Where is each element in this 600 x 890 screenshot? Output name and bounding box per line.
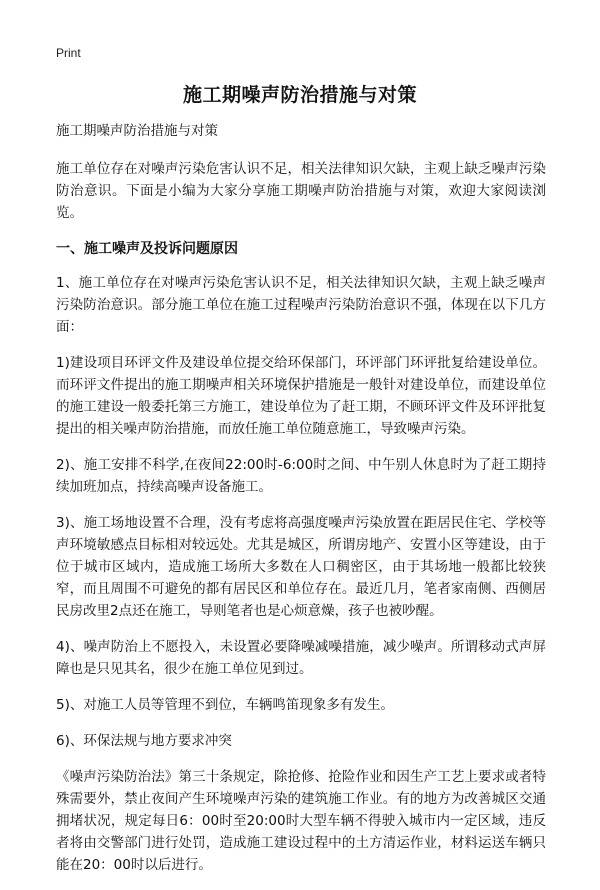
paragraph-4: 3)、施工场地设置不合理，没有考虑将高强度噪声污染放置在距居民住宅、学校等声环境敏感点目标相对较远处。尤其是城区，所谓房地产、安置小区等建设，由于位于城市区域内，造成施工场所大多数在人口稠密区，由于其场地一般都比较狭窄，而且周围不可避免的都有居民区和单位存在。最近几月，笔者家南侧、西侧居民房改里2点还在施工，导则笔者也是心烦意燥，孩子也被吵醒。 — [56, 515, 546, 619]
page-title: 施工期噪声防治措施与对策 — [182, 84, 417, 106]
paragraph-7: 6)、环保法规与地方要求冲突 — [56, 733, 232, 749]
paragraph-2: 1)建设项目环评文件及建设单位提交给环保部门，环评部门环评批复给建设单位。而环评文件提出的施工期噪声相关环境保护措施是一般针对建设单位，而建设单位的施工建设一般委托第三方施工，建设单位为了赶工期，不顾环评文件及环评批复提出的相关噪声防治措施，而放任施工单位随意施工，导致噪声污染。 — [56, 355, 546, 437]
paragraph-5: 4)、噪声防治上不愿投入，未设置必要降噪减噪措施，减少噪声。所谓移动式声屏障也是只见其名，很少在施工单位见到过。 — [56, 639, 546, 677]
article-subtitle: 施工期噪声防治措施与对策 — [56, 123, 218, 139]
print-link[interactable]: Print — [56, 46, 81, 60]
article-body — [56, 120, 546, 890]
section-heading: 一、施工噪声及投诉问题原因 — [56, 241, 238, 257]
intro-paragraph: 施工单位存在对噪声污染危害认识不足，相关法律知识欠缺，主观上缺乏噪声污染防治意识。下面是小编为大家分享施工期噪声防治措施与对策，欢迎大家阅读浏览。 — [56, 161, 546, 221]
paragraph-6: 5)、对施工人员等管理不到位，车辆鸣笛现象多有发生。 — [56, 697, 394, 713]
paragraph-3: 2)、施工安排不科学,在夜间22:00时-6:00时之间、中午别人休息时为了赶工期持续加班加点，持续高噪声设备施工。 — [56, 457, 546, 495]
paragraph-1: 1、施工单位存在对噪声污染危害认识不足，相关法律知识欠缺，主观上缺乏噪声污染防治意识。部分施工单位在施工过程噪声污染防治意识不强，体现在以下几方面： — [56, 275, 546, 335]
paragraph-8: 《噪声污染防治法》第三十条规定，除抢修、抢险作业和因生产工艺上要求或者特殊需要外，禁止夜间产生环境噪声污染的建筑施工作业。有的地方为改善城区交通拥堵状况，规定每日6：00时至20:00时大型车辆不得驶入城市内一定区域，违反者将由交警部门进行处罚，造成施工建设过程中的土方清运作业，材料运送车辆只能在20：00时以后进行。 — [56, 769, 546, 873]
